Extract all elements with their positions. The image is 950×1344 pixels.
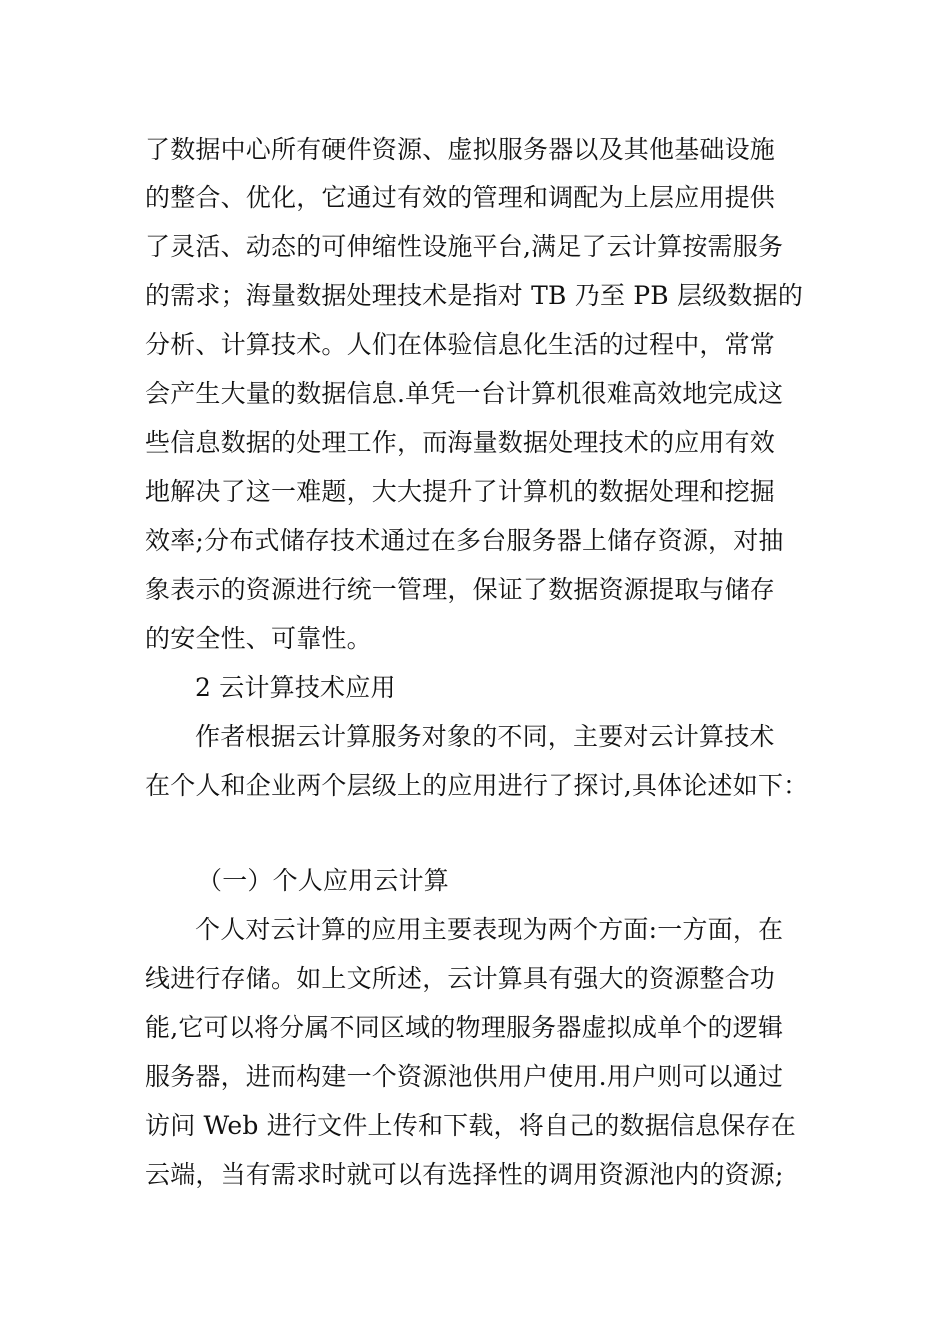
paragraph-line: 了灵活、动态的可伸缩性设施平台,满足了云计算按需服务 (145, 232, 784, 261)
paragraph-line: 会产生大量的数据信息.单凭一台计算机很难高效地完成这 (145, 379, 784, 408)
paragraph-line: 分析、计算技术。人们在体验信息化生活的过程中，常常 (145, 330, 776, 359)
paragraph-line: 些信息数据的处理工作，而海量数据处理技术的应用有效 (145, 428, 776, 457)
paragraph-line: 个人对云计算的应用主要表现为两个方面:一方面，在 (195, 915, 784, 944)
paragraph-line: 能,它可以将分属不同区域的物理服务器虚拟成单个的逻辑 (145, 1013, 784, 1042)
paragraph-line: 在个人和企业两个层级上的应用进行了探讨,具体论述如下： (145, 771, 809, 800)
paragraph-line: 效率;分布式储存技术通过在多台服务器上储存资源，对抽 (145, 526, 784, 555)
paragraph-line: 了数据中心所有硬件资源、虚拟服务器以及其他基础设施 (145, 135, 776, 164)
paragraph-line: 的需求；海量数据处理技术是指对 TB 乃至 PB 层级数据的 (145, 281, 804, 310)
paragraph-line: 云端，当有需求时就可以有选择性的调用资源池内的资源; (145, 1160, 784, 1189)
paragraph-line: 作者根据云计算服务对象的不同，主要对云计算技术 (195, 722, 775, 751)
paragraph-line: 访问 Web 进行文件上传和下载，将自己的数据信息保存在 (145, 1111, 796, 1140)
section-heading: 2 云计算技术应用 (195, 673, 396, 702)
paragraph-line: 的安全性、可靠性。 (145, 624, 372, 653)
paragraph-line: 服务器，进而构建一个资源池供用户使用.用户则可以通过 (145, 1062, 784, 1091)
paragraph-line: 象表示的资源进行统一管理，保证了数据资源提取与储存 (145, 575, 776, 604)
paragraph-line: 的整合、优化，它通过有效的管理和调配为上层应用提供 (145, 183, 776, 212)
paragraph-line: 线进行存储。如上文所述，云计算具有强大的资源整合功 (145, 964, 776, 993)
paragraph-line: 地解决了这一难题，大大提升了计算机的数据处理和挖掘 (145, 477, 776, 506)
subsection-heading: （一）个人应用云计算 (197, 866, 450, 895)
